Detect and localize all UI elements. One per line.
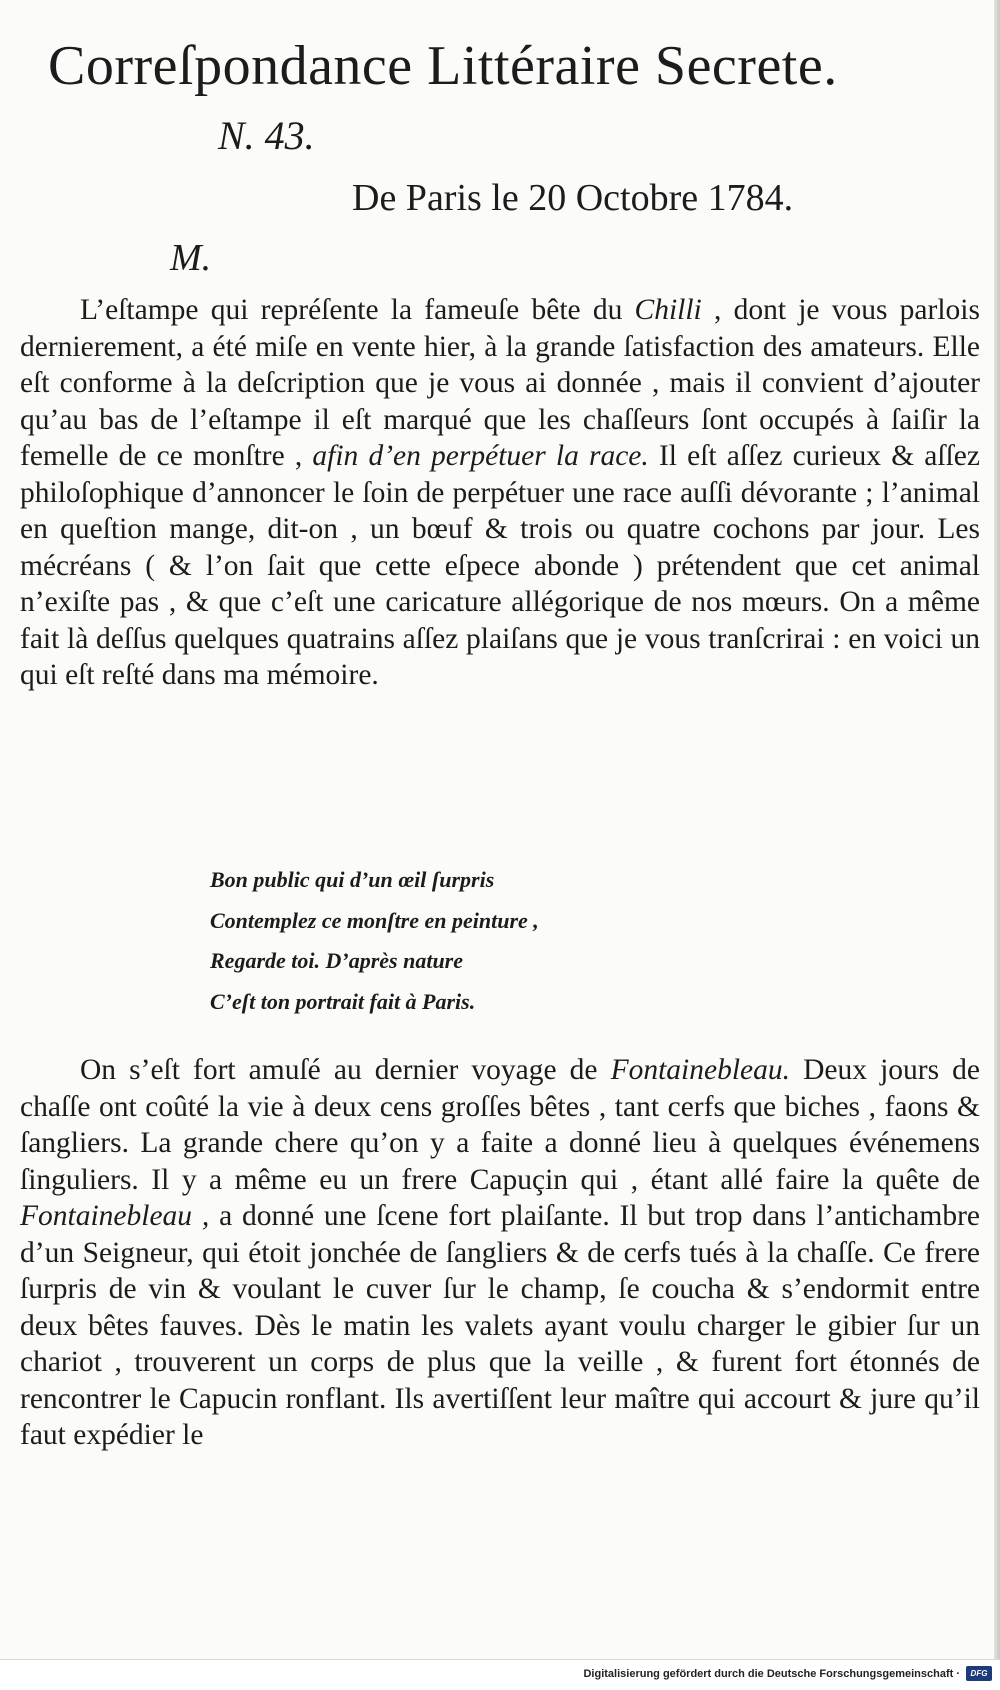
- italic-place-name: Chilli: [634, 294, 702, 326]
- issue-number: N. 43.: [218, 113, 315, 158]
- italic-quote: afin d’en perpétuer la race.: [312, 440, 649, 472]
- paragraph-text: L’eſtampe qui repréſente la fameuſe bête du: [80, 294, 635, 326]
- paragraph-text: a donné une ſcene fort plaiſante. Il but trop dans l’antichambre d’un Seigneur, qui étoit jonchée de ſangliers & de cerfs tués à la chaſſe. Ce frere ſurpris de vin & voulant le cuver ſur le champ, ſe coucha & s’endormit entre deux bêtes fauves. Dès le matin les valets ayant voulu charger le gibier ſur un chariot , trouverent un corps de plus que la veille , & furent fort étonnés de rencontrer le Capucin ronflant. Ils avertiſſent leur maître qui accourt & jure qu’il faut expédier le: [20, 1200, 981, 1451]
- quatrain: [210, 860, 539, 1022]
- digitization-footer: [0, 1659, 1000, 1690]
- masthead-title: Correſpondance Littéraire Secrete.: [48, 35, 838, 97]
- paragraph-estampe: [20, 292, 980, 694]
- italic-place-name: Fontainebleau ,: [20, 1200, 210, 1232]
- paragraph-text: Il eſt aſſez curieux & aſſez philoſophique d’annoncer le ſoin de perpétuer une race auſſi dévorante ; l’animal en queſtion mange, dit-on , un bœuf & trois ou quatre cochons par jour. Les mécréans ( & l’on ſait que cette eſpece abonde ) prétendent que cet animal n’exiſte pas , & que c’eſt une caricature allégorique de nos mœurs. On a même fait là deſſus quelques quatrains aſſez plaiſans que je vous tranſcrirai : en voici un qui eſt reſté dans ma mémoire.: [20, 440, 980, 691]
- paragraph-fontainebleau: [20, 1052, 980, 1454]
- verse-line: Contemplez ce monſtre en peinture ,: [210, 907, 539, 933]
- verse-line: Bon public qui d’un œil ſurpris: [210, 867, 495, 892]
- dfg-logo: DFG: [966, 1666, 992, 1681]
- dateline: De Paris le 20 Octobre 1784.: [352, 177, 794, 219]
- funding-credit: Digitalisierung gefördert durch die Deutsche Forschungsgemeinschaft ·: [583, 1668, 960, 1680]
- page-edge-shadow: [994, 0, 1000, 1660]
- salutation: M.: [170, 237, 212, 279]
- italic-place-name: Fontainebleau.: [610, 1054, 791, 1086]
- paragraph-text: Deux jours de chaſſe ont coûté la vie à deux cens groſſes bêtes , tant cerfs que biches , faons & ſangliers. La grande chere qu’on y a faite a donné lieu à quelques événemens ſinguliers. Il y a même eu un frere Capuçin qui , étant allé faire la quête de: [20, 1054, 981, 1196]
- paragraph-text: On s’eſt fort amuſé au dernier voyage de: [80, 1054, 611, 1086]
- verse-line: Regarde toi. D’après nature: [210, 948, 463, 973]
- verse-line: C’eſt ton portrait fait à Paris.: [210, 988, 476, 1014]
- paragraph-text: , dont je vous parlois dernierement, a été miſe en vente hier, à la grande ſatisfaction des amateurs. Elle eſt conforme à la deſcription que je vous ai donnée , mais il convient d’ajouter qu’au bas de l’eſtampe il eſt marqué que les chaſſeurs ſont occupés à ſaiſir la femelle de ce monſtre ,: [20, 294, 980, 472]
